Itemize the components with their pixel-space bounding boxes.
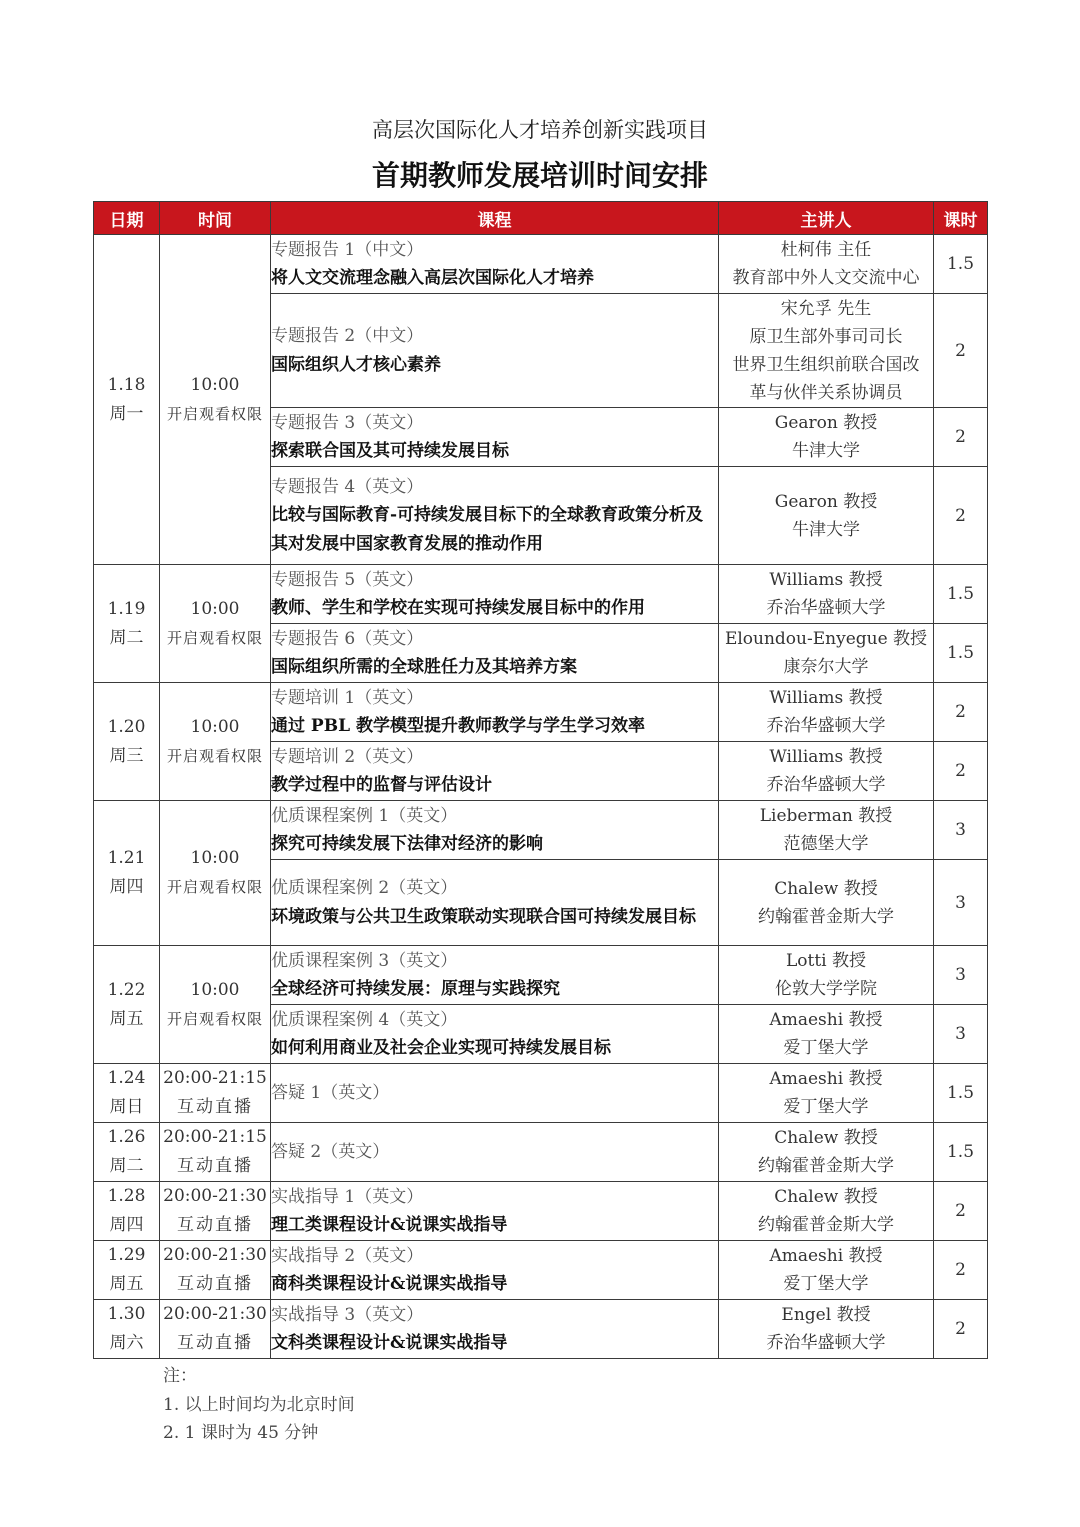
- speaker-line: 约翰霍普金斯大学: [758, 906, 894, 927]
- weekday-value: 周四: [109, 1215, 144, 1235]
- course-cell: [271, 294, 719, 408]
- date-cell: [94, 235, 160, 565]
- course-label: 专题报告 4（英文）: [271, 476, 424, 497]
- date-value: 1.26: [107, 1127, 146, 1147]
- table-row: [94, 1064, 988, 1123]
- speaker-cell: [719, 1300, 934, 1359]
- course-cell: [271, 1300, 719, 1359]
- speaker-line: Eloundou-Enyegue 教授: [724, 629, 928, 649]
- weekday-value: 周二: [109, 1156, 144, 1176]
- speaker-line: Lieberman 教授: [759, 806, 893, 826]
- course-cell: [271, 624, 719, 683]
- schedule-table: [93, 201, 988, 1359]
- course-label: 答疑 1（英文）: [271, 1082, 390, 1103]
- time-cell: [160, 946, 271, 1064]
- speaker-cell: [719, 683, 934, 742]
- course-cell: [271, 742, 719, 801]
- date-cell: [94, 1123, 160, 1182]
- hours-cell: 1.5: [934, 1123, 988, 1182]
- speaker-cell: [719, 1005, 934, 1064]
- mode-value: 开启观看权限: [166, 404, 263, 423]
- course-cell: [271, 1123, 719, 1182]
- mode-value: 开启观看权限: [166, 878, 263, 896]
- time-cell: [160, 235, 271, 565]
- document-subtitle: 高层次国际化人才培养创新实践项目: [372, 118, 708, 142]
- time-cell: [160, 1064, 271, 1123]
- course-label: 实战指导 3（英文）: [271, 1304, 424, 1325]
- date-cell: [94, 1300, 160, 1359]
- speaker-cell: [719, 742, 934, 801]
- table-row: [94, 1182, 988, 1241]
- course-label: 专题报告 3（英文）: [271, 412, 424, 433]
- time-value: 10:00: [190, 979, 240, 1000]
- speaker-line: 宋允孚 先生: [780, 298, 872, 319]
- table-row: [94, 1300, 988, 1359]
- speaker-line: Gearon 教授: [774, 491, 878, 512]
- hours-cell: 1.5: [934, 235, 988, 294]
- date-cell: [94, 683, 160, 801]
- course-title: 通过 PBL 教学模型提升教师教学与学生学习效率: [271, 716, 645, 736]
- time-value: 10:00: [190, 374, 240, 395]
- speaker-line: 爱丁堡大学: [783, 1038, 869, 1058]
- hours-cell: 3: [934, 946, 988, 1005]
- schedule-body: [94, 235, 988, 1359]
- course-title: 探究可持续发展下法律对经济的影响: [271, 834, 543, 854]
- header-hours: 课时: [934, 202, 988, 235]
- mode-value: 互动直播: [177, 1274, 253, 1294]
- time-cell: [160, 1241, 271, 1300]
- course-title: 理工类课程设计&说课实战指导: [271, 1215, 508, 1235]
- time-value: 10:00: [190, 848, 240, 868]
- date-value: 1.20: [107, 716, 146, 737]
- speaker-cell: [719, 1064, 934, 1123]
- mode-value: 开启观看权限: [166, 1009, 263, 1028]
- weekday-value: 周五: [109, 1008, 144, 1029]
- speaker-cell: [719, 235, 934, 294]
- course-cell: [271, 683, 719, 742]
- mode-value: 互动直播: [177, 1156, 253, 1176]
- course-cell: [271, 1241, 719, 1300]
- course-title: 教学过程中的监督与评估设计: [271, 775, 492, 795]
- hours-cell: 3: [934, 801, 988, 860]
- weekday-value: 周六: [109, 1333, 144, 1353]
- speaker-line: Williams 教授: [769, 570, 883, 590]
- course-label: 答疑 2（英文）: [271, 1141, 390, 1162]
- time-cell: [160, 801, 271, 946]
- time-cell: [160, 565, 271, 683]
- speaker-line: 约翰霍普金斯大学: [758, 1156, 894, 1176]
- speaker-line: 教育部中外人文交流中心: [732, 268, 920, 288]
- speaker-line: Williams 教授: [769, 747, 883, 767]
- course-cell: [271, 946, 719, 1005]
- course-cell: [271, 565, 719, 624]
- speaker-line: Engel 教授: [781, 1305, 871, 1325]
- date-value: 1.29: [107, 1245, 146, 1265]
- speaker-line: Amaeshi 教授: [769, 1246, 883, 1266]
- course-label: 优质课程案例 2（英文）: [271, 878, 458, 898]
- speaker-cell: [719, 294, 934, 408]
- time-cell: [160, 1300, 271, 1359]
- hours-cell: 2: [934, 1241, 988, 1300]
- course-title: 将人文交流理念融入高层次国际化人才培养: [271, 268, 594, 288]
- date-value: 1.28: [107, 1186, 146, 1206]
- speaker-line: 乔治华盛顿大学: [766, 1333, 886, 1353]
- date-cell: [94, 1064, 160, 1123]
- time-cell: [160, 1123, 271, 1182]
- hours-cell: 2: [934, 683, 988, 742]
- speaker-line: Chalew 教授: [774, 1128, 878, 1148]
- course-cell: [271, 408, 719, 467]
- hours-cell: 1.5: [934, 624, 988, 683]
- date-cell: [94, 801, 160, 946]
- table-row: [94, 946, 988, 1005]
- date-value: 1.21: [107, 848, 146, 868]
- hours-cell: 2: [934, 742, 988, 801]
- hours-cell: 3: [934, 1005, 988, 1064]
- hours-cell: 3: [934, 860, 988, 946]
- course-label: 专题报告 1（中文）: [271, 239, 424, 260]
- speaker-line: 世界卫生组织前联合国改: [732, 354, 920, 375]
- course-cell: [271, 467, 719, 565]
- weekday-value: 周一: [109, 403, 144, 424]
- table-row: [94, 801, 988, 860]
- table-row: [94, 1123, 988, 1182]
- speaker-cell: [719, 1241, 934, 1300]
- speaker-line: 康奈尔大学: [783, 657, 869, 677]
- speaker-line: 乔治华盛顿大学: [766, 775, 886, 795]
- course-title: 环境政策与公共卫生政策联动实现联合国可持续发展目标: [271, 906, 696, 927]
- time-value: 20:00-21:30: [163, 1186, 267, 1206]
- speaker-line: 伦敦大学学院: [775, 979, 877, 999]
- course-cell: [271, 1182, 719, 1241]
- speaker-line: Williams 教授: [769, 688, 883, 708]
- table-row: [94, 235, 988, 294]
- speaker-cell: [719, 1182, 934, 1241]
- speaker-cell: [719, 624, 934, 683]
- hours-cell: 2: [934, 408, 988, 467]
- speaker-line: Lotti 教授: [785, 951, 867, 971]
- speaker-line: 乔治华盛顿大学: [766, 716, 886, 736]
- note-item: 2. 1 课时为 45 分钟: [163, 1423, 319, 1443]
- speaker-line: 牛津大学: [792, 441, 860, 461]
- course-title: 如何利用商业及社会企业实现可持续发展目标: [271, 1038, 611, 1058]
- course-cell: [271, 1005, 719, 1064]
- speaker-line: 乔治华盛顿大学: [766, 598, 886, 618]
- speaker-line: 革与伙伴关系协调员: [749, 382, 903, 403]
- time-value: 20:00-21:30: [163, 1245, 267, 1265]
- course-label: 实战指导 2（英文）: [271, 1245, 424, 1266]
- speaker-cell: [719, 801, 934, 860]
- header-time: 时间: [160, 202, 271, 235]
- date-value: 1.19: [107, 598, 146, 619]
- table-header-row: [94, 202, 988, 235]
- speaker-line: Amaeshi 教授: [769, 1069, 883, 1089]
- table-row: [94, 565, 988, 624]
- course-cell: [271, 235, 719, 294]
- hours-cell: 1.5: [934, 565, 988, 624]
- course-label: 专题报告 2（中文）: [271, 326, 424, 346]
- speaker-line: 原卫生部外事司司长: [749, 326, 903, 347]
- course-title: 商科类课程设计&说课实战指导: [271, 1274, 508, 1294]
- mode-value: 互动直播: [177, 1097, 253, 1117]
- speaker-line: 约翰霍普金斯大学: [758, 1215, 894, 1235]
- speaker-cell: [719, 860, 934, 946]
- speaker-line: 爱丁堡大学: [783, 1097, 869, 1117]
- time-value: 20:00-21:15: [163, 1068, 267, 1088]
- hours-cell: 2: [934, 1300, 988, 1359]
- mode-value: 开启观看权限: [166, 746, 263, 765]
- header-course: 课程: [271, 202, 719, 235]
- speaker-line: Amaeshi 教授: [769, 1010, 883, 1030]
- speaker-line: Chalew 教授: [774, 878, 878, 899]
- date-cell: [94, 946, 160, 1064]
- speaker-line: Gearon 教授: [774, 413, 878, 433]
- date-cell: [94, 1182, 160, 1241]
- date-value: 1.22: [107, 979, 146, 1000]
- mode-value: 互动直播: [177, 1215, 253, 1235]
- table-row: [94, 1241, 988, 1300]
- hours-cell: 2: [934, 1182, 988, 1241]
- course-label: 优质课程案例 4（英文）: [271, 1009, 458, 1030]
- course-label: 优质课程案例 3（英文）: [271, 950, 458, 971]
- date-cell: [94, 565, 160, 683]
- course-title: 国际组织所需的全球胜任力及其培养方案: [271, 657, 577, 677]
- course-label: 实战指导 1（英文）: [271, 1186, 424, 1207]
- speaker-line: 牛津大学: [792, 519, 860, 540]
- date-value: 1.30: [107, 1304, 146, 1324]
- course-label: 专题培训 2（英文）: [271, 746, 424, 767]
- speaker-cell: [719, 565, 934, 624]
- time-value: 20:00-21:30: [163, 1304, 267, 1324]
- header-date: 日期: [94, 202, 160, 235]
- mode-value: 开启观看权限: [166, 628, 263, 647]
- date-value: 1.24: [107, 1068, 146, 1088]
- date-cell: [94, 1241, 160, 1300]
- speaker-cell: [719, 408, 934, 467]
- hours-cell: 2: [934, 467, 988, 565]
- time-cell: [160, 683, 271, 801]
- speaker-line: 爱丁堡大学: [783, 1274, 869, 1294]
- note-item: 1. 以上时间均为北京时间: [163, 1394, 355, 1415]
- course-label: 专题报告 5（英文）: [271, 569, 424, 590]
- table-row: [94, 683, 988, 742]
- notes: [163, 1362, 355, 1448]
- header-speaker: 主讲人: [719, 202, 934, 235]
- time-value: 10:00: [190, 598, 240, 619]
- course-title: 全球经济可持续发展：原理与实践探究: [271, 979, 560, 999]
- course-label: 专题报告 6（英文）: [271, 628, 424, 649]
- hours-cell: 1.5: [934, 1064, 988, 1123]
- speaker-cell: [719, 1123, 934, 1182]
- speaker-line: Chalew 教授: [774, 1187, 878, 1207]
- weekday-value: 周四: [109, 877, 144, 897]
- weekday-value: 周二: [109, 627, 144, 648]
- course-cell: [271, 1064, 719, 1123]
- course-title: 探索联合国及其可持续发展目标: [271, 441, 509, 461]
- document-title: 首期教师发展培训时间安排: [371, 159, 708, 192]
- course-cell: [271, 801, 719, 860]
- course-cell: [271, 860, 719, 946]
- course-title: 文科类课程设计&说课实战指导: [271, 1333, 508, 1353]
- course-title: 比较与国际教育-可持续发展目标下的全球教育政策分析及其对发展中国家教育发展的推动作用: [271, 505, 704, 554]
- course-title: 国际组织人才核心素养: [271, 354, 441, 375]
- notes-heading: 注：: [163, 1366, 197, 1386]
- speaker-line: 范德堡大学: [783, 834, 869, 854]
- date-value: 1.18: [107, 374, 146, 395]
- weekday-value: 周五: [109, 1274, 144, 1294]
- speaker-cell: [719, 946, 934, 1005]
- speaker-line: 杜柯伟 主任: [780, 240, 872, 260]
- time-value: 20:00-21:15: [163, 1127, 267, 1147]
- hours-cell: 2: [934, 294, 988, 408]
- time-cell: [160, 1182, 271, 1241]
- mode-value: 互动直播: [177, 1333, 253, 1353]
- course-title: 教师、学生和学校在实现可持续发展目标中的作用: [271, 598, 645, 618]
- weekday-value: 周日: [109, 1097, 144, 1117]
- course-label: 专题培训 1（英文）: [271, 687, 424, 708]
- course-label: 优质课程案例 1（英文）: [271, 805, 458, 826]
- weekday-value: 周三: [109, 745, 144, 766]
- speaker-cell: [719, 467, 934, 565]
- time-value: 10:00: [190, 716, 240, 737]
